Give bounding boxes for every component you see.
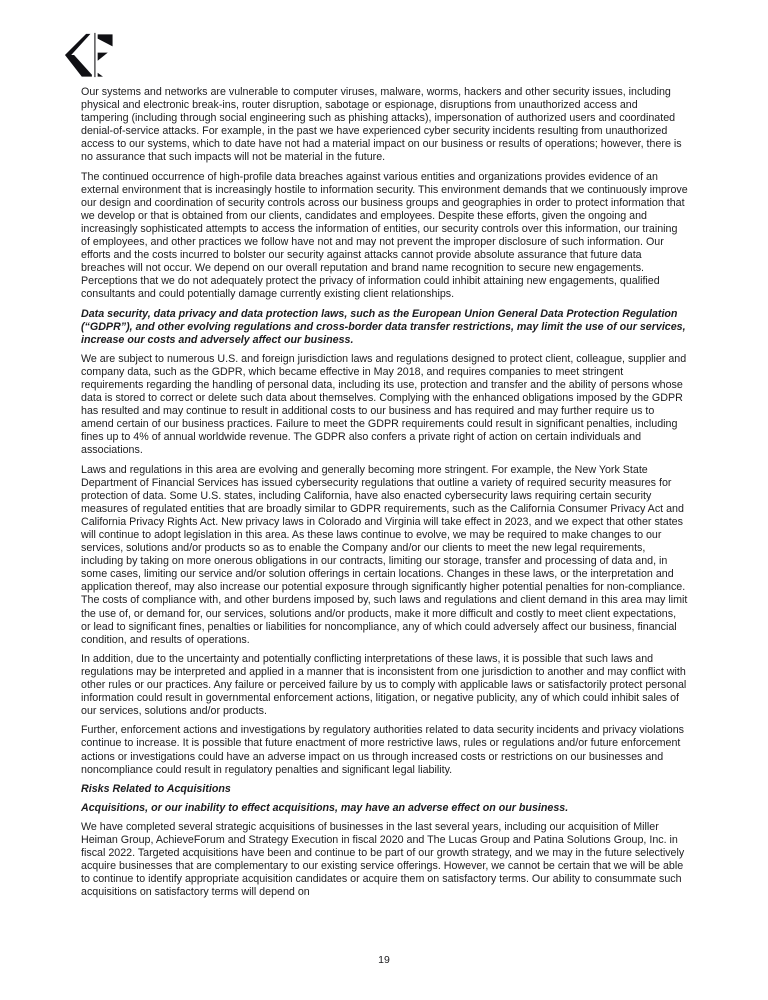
risk-paragraph-conflicting-interpretations: In addition, due to the uncertainty and potentially conflicting interpretations of these laws, it is possible that such laws and regulations may be interpreted and applied in a manner that is inconsistent from one jurisdiction to another and may conflict with other rules or our practices. Any failure or perceived failure by us to comply with applicable laws or satisfactorily protect personal information could result in governmental enforcement actions, litigation, or negative publicity, any of which could inhibit sales of our services, solutions and/or products. — [81, 652, 687, 718]
kf-monogram-icon — [64, 32, 114, 78]
risk-paragraph-data-breaches: The continued occurrence of high-profile data breaches against various entities and organizations provides evidence of an external environment that is increasingly hostile to information security. This environment demands that we continuously improve our design and coordination of security controls across our business groups and geographies in order to protect information that we develop or that is obtained from our clients, candidates and employees. Despite these efforts, given the ongoing and increasingly sophisticated attempts to access the information of entities, our security controls over this information, our training of employees, and other practices we follow have not and may not prevent the improper disclosure of such information. Our efforts and the costs incurred to bolster our security against attacks cannot provide absolute assurance that future data breaches will not occur. We depend on our overall reputation and brand name recognition to secure new engagements. Perceptions that we do not adequately protect the privacy of information could inhibit attaining new engagements, qualified consultants and could potentially damage currently existing client relationships. — [81, 170, 688, 301]
risk-paragraph-enforcement-actions: Further, enforcement actions and investigations by regulatory authorities related to data security incidents and privacy violations continue to increase. It is possible that future enactment of more restrictive laws, rules or regulations and/or future enforcement actions or investigations could have an adverse impact on us through increased costs or restrictions on our businesses and noncompliance could result in regulatory penalties and significant legal liability. — [81, 724, 684, 776]
risk-heading-data-security-laws: Data security, data privacy and data protection laws, such as the European Union General Data Protection Regulation (“GDPR”), and other evolving regulations and cross-border data transfer restrictions, may limit the use of our services, increase our costs and adversely affect our business. — [81, 307, 686, 346]
section-heading-risks-related-to-acquisitions: Risks Related to Acquisitions — [81, 782, 231, 795]
risk-factors-text — [81, 86, 688, 905]
risk-heading-acquisitions: Acquisitions, or our inability to effect acquisitions, may have an adverse effect on our business. — [81, 801, 569, 814]
risk-paragraph-systems-networks: Our systems and networks are vulnerable to computer viruses, malware, worms, hackers and other security issues, including physical and electronic break-ins, router disruption, sabotage or espionage, disruptions from unauthorized access and tampering (including through social engineering such as phishing attacks), impersonation of authorized users and coordinated denial-of-service attacks. For example, in the past we have experienced cyber security incidents resulting from unauthorized access to our systems, which to date have not had a material impact on our business or results of operations; however, there is no assurance that such impacts will not be material in the future. — [81, 86, 682, 164]
risk-paragraph-evolving-laws: Laws and regulations in this area are evolving and generally becoming more stringent. For example, the New York State Department of Financial Services has issued cybersecurity regulations that outline a variety of required security measures for protection of data. Some U.S. states, including California, have also enacted cybersecurity laws requiring certain security measures of regulated entities that are broadly similar to GDPR requirements, such as the California Consumer Privacy Act and California Privacy Rights Act. New privacy laws in Colorado and Virginia will take effect in 2023, and we expect that other states will continue to adopt legislation in this area. As these laws continue to evolve, we may be required to make changes to our services, solutions and/or products so as to enable the Company and/or our clients to meet the new legal requirements, including by taking on more onerous obligations in our contracts, limiting our storage, transfer and processing of data and, in some cases, limiting our service and/or solution offerings in certain locations. Changes in these laws, or the interpretation and application thereof, may also increase our potential exposure through significantly higher potential penalties for non-compliance. The costs of compliance with, and other burdens imposed by, such laws and regulations and client demand in this area may limit the use of, or demand for, our services, solutions and/or products, make it more difficult and costly to meet client expectations, or lead to significant fines, penalties or liabilities for noncompliance, any of which could adversely affect our business, financial condition, and results of operations. — [81, 463, 688, 646]
page-number: 19 — [378, 954, 390, 966]
risk-paragraph-acquisitions: We have completed several strategic acquisitions of businesses in the last several years, including our acquisition of Miller Heiman Group, AchieveForum and Strategy Execution in fiscal 2020 and The Lucas Group and Patina Solutions Group, Inc. in fiscal 2022. Targeted acquisitions have been and continue to be part of our growth strategy, and we may in the future selectively acquire businesses that are complementary to our existing service offerings. However, we cannot be certain that we will be able to continue to identify appropriate acquisition candidates or acquire them on satisfactory terms. Our ability to consummate such acquisitions on satisfactory terms will depend on — [81, 820, 685, 899]
risk-paragraph-gdpr: We are subject to numerous U.S. and foreign jurisdiction laws and regulations designed to protect client, colleague, supplier and company data, such as the GDPR, which became effective in May 2018, and requires companies to meet stringent requirements regarding the handling of personal data, including its use, protection and transfer and the ability of persons whose data is stored to correct or delete such data about themselves. Complying with the enhanced obligations imposed by the GDPR has resulted and may continue to result in additional costs to our business and has required and may further require us to amend certain of our business practices. Failure to meet the GDPR requirements could result in significant penalties, including fines up to 4% of annual worldwide revenue. The GDPR also confers a private right of action on certain individuals and associations. — [81, 352, 687, 457]
kf-monogram-logo — [64, 32, 114, 78]
